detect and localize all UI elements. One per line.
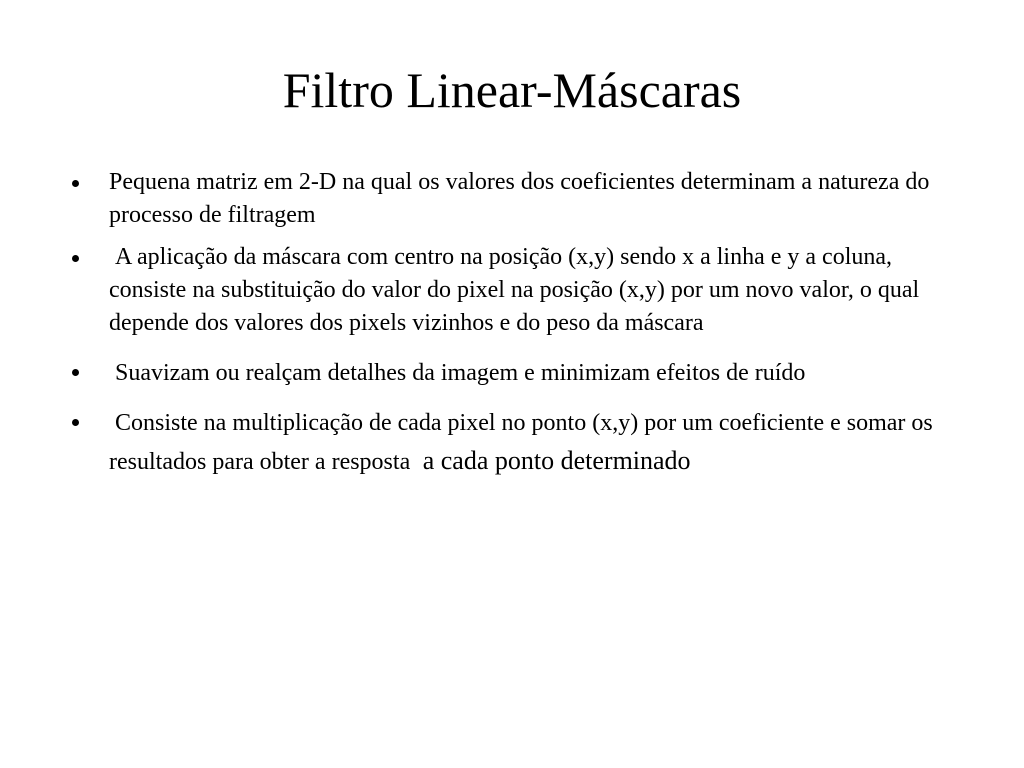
bullet-text: A aplicação da máscara com centro na posição (x,y) sendo x a linha e y a coluna, consiste na substituição do valor do pixel na posição (x,y) por um novo valor, o qual depende dos valores dos pixels vizinhos e do peso da máscara: [109, 244, 926, 336]
bullet-text: Consiste na multiplicação de cada pixel no ponto (x,y) por um coeficiente e somar os resultados para obter a resposta: [109, 410, 939, 475]
bullet-text: Pequena matriz em 2-D na qual os valores dos coeficientes determinam a natureza do processo de filtragem: [109, 169, 930, 228]
bullet-dot-icon: [72, 419, 79, 426]
bullet-item: [67, 241, 937, 340]
slide-title: Filtro Linear-Máscaras: [282, 62, 742, 118]
bullet-item: [67, 166, 937, 232]
bullet-item: [67, 404, 937, 481]
bullet-dot-icon: [72, 255, 79, 262]
bullet-text: Suavizam ou realçam detalhes da imagem e minimizam efeitos de ruído: [109, 360, 806, 386]
bullet-list: [67, 166, 937, 481]
bullet-dot-icon: [72, 180, 79, 187]
bullet-text-tail: a cada ponto determinado: [416, 446, 691, 475]
bullet-item: [67, 355, 937, 391]
bullet-dot-icon: [72, 369, 79, 376]
